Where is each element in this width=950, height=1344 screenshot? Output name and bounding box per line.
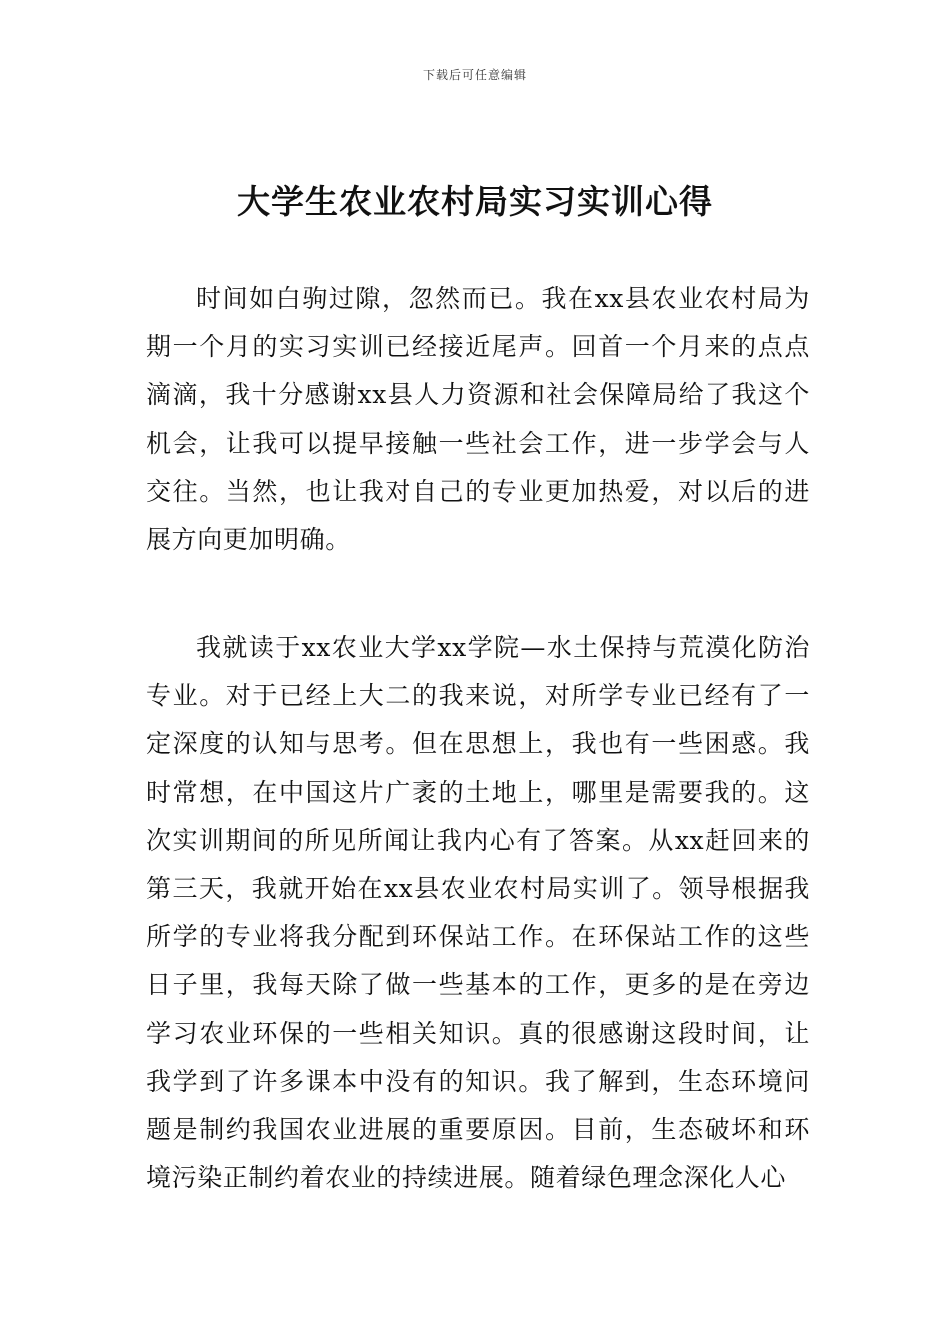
paragraph-2: 我就读于xx农业大学xx学院—水土保持与荒漠化防治专业。对于已经上大二的我来说，对所学专业已经有了一定深度的认知与思考。但在思想上，我也有一些困惑。我时常想，在中国这片广袤的土地上，哪里是需要我的。这次实训期间的所见所闻让我内心有了答案。从xx赶回来的第三天，我就开始在xx县农业农村局实训了。领导根据我所学的专业将我分配到环保站工作。在环保站工作的这些日子里，我每天除了做一些基本的工作，更多的是在旁边学习农业环保的一些相关知识。真的很感谢这段时间，让我学到了许多课本中没有的知识。我了解到，生态环境问题是制约我国农业进展的重要原因。目前，生态破坏和环境污染正制约着农业的持续进展。随着绿色理念深化人心 [146, 633, 810, 1193]
document-title: 大学生农业农村局实习实训心得 [237, 182, 713, 221]
paragraph-1: 时间如白驹过隙，忽然而已。我在xx县农业农村局为期一个月的实习实训已经接近尾声。回首一个月来的点点滴滴，我十分感谢xx县人力资源和社会保障局给了我这个机会，让我可以提早接触一些社会工作，进一步学会与人交往。当然，也让我对自己的专业更加热爱，对以后的进展方向更加明确。 [146, 284, 810, 555]
header-note: 下载后可任意编辑 [422, 68, 527, 82]
